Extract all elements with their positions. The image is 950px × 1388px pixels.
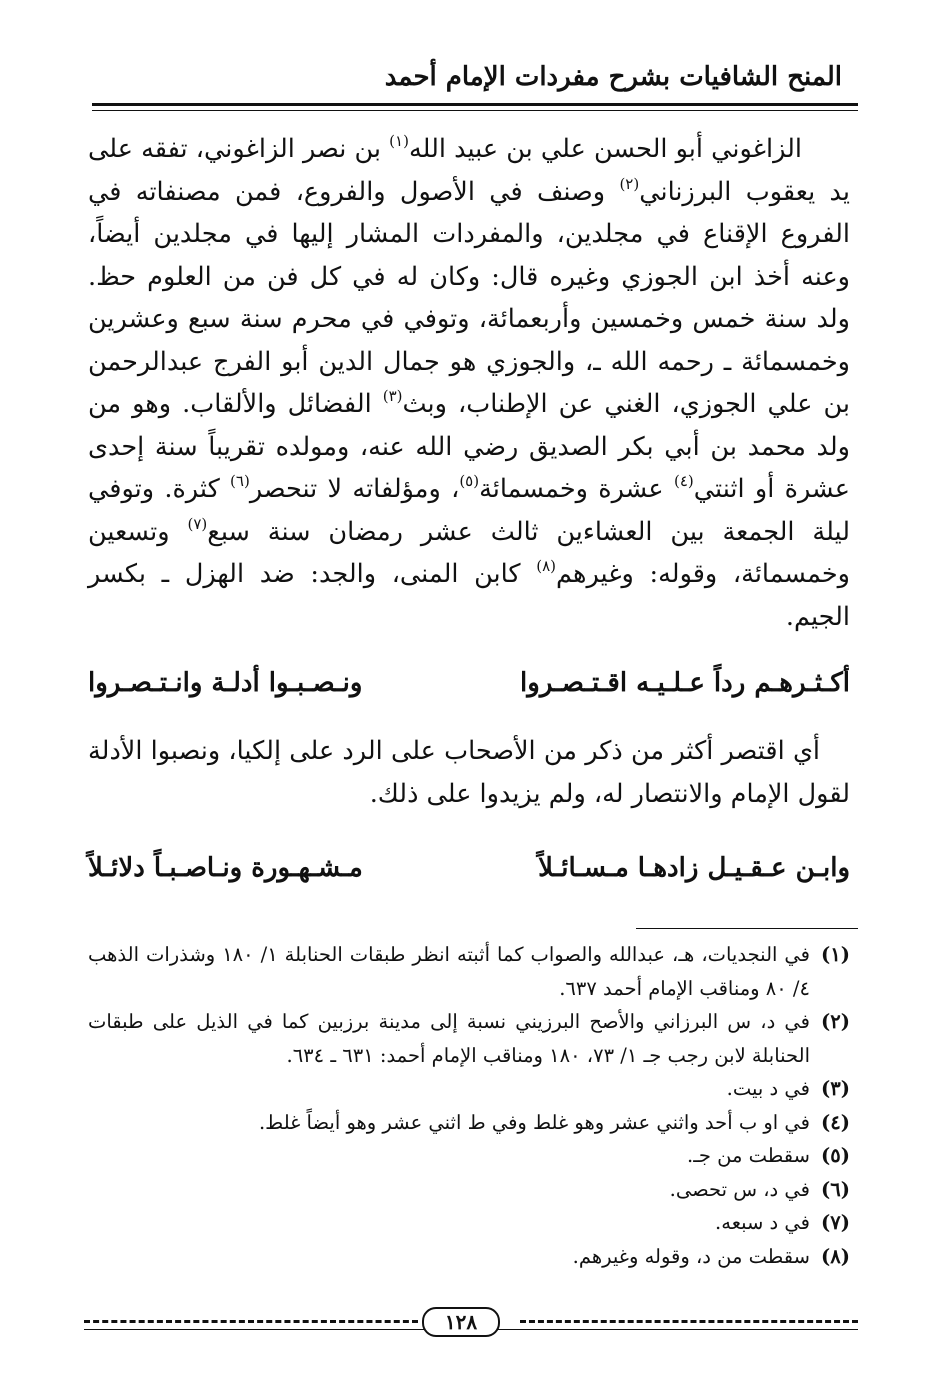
text-run: وصنف في الأصول والفروع، فمن مصنفاته في الفروع الإقناع في مجلدين، والمفردات المشار إليها في مجلدين أيضاً، وعنه أخذ ابن الجوزي وغيره قال: وكان له في كل فن من العلوم حظ. ولد سنة خمس وخمسين وأربعمائة، وتوفي في محرم سنة سبع وعشرين وخمسمائة ـ رحمه الله ـ، والجوزي هو جمال الدين أبو الفرج عبدالرحمن بن علي الجوزي، الغني عن الإطناب، وبث: [88, 176, 851, 419]
main-paragraph: [88, 128, 850, 638]
page-footer: [84, 1307, 858, 1337]
text-run: وتسعين وخمسمائة، وقوله: وغيرهم: [88, 516, 851, 589]
text-run: الزاغوني أبو الحسن علي بن عبيد الله: [408, 134, 802, 164]
poem-verse-2: [88, 853, 850, 883]
footnote: [88, 1240, 850, 1274]
footnote-number: (١): [821, 943, 850, 966]
verse-1-first-hemistich: أكـثـرهـم رداً عـلـيـه اقـتـصـروا: [520, 668, 850, 698]
footer-dashed-rule-right: [520, 1320, 858, 1323]
poem-verse-1: [88, 668, 850, 698]
footnote-text: في د سبعه.: [715, 1211, 810, 1234]
footnote: [88, 1072, 850, 1106]
footnote: [88, 1206, 850, 1240]
footnote: [88, 938, 850, 1005]
footnote-ref: (٦): [230, 472, 250, 490]
footnote: [88, 1173, 850, 1207]
footnote-number: (٢): [821, 1010, 850, 1033]
footnote-number: (٦): [821, 1177, 850, 1201]
text-run: الفضائل والألقاب. وهو من ولد محمد بن أبي بكر الصديق رضي الله عنه، ومولده تقريباً سنة إحدى عشرة أو اثنتي: [88, 389, 850, 504]
footnote-ref: (٤): [673, 472, 694, 490]
footnote-text: في او ب أحد واثني عشر وهو غلط وفي ط اثني عشر وهو أيضاً غلط.: [258, 1110, 810, 1134]
running-title: المنح الشافيات بشرح مفردات الإمام أحمد: [384, 62, 842, 92]
text-run: كابن المنى، والجد: ضد الهزل ـ بكسر الجيم.: [88, 559, 850, 632]
footnote-text: في د بيت.: [726, 1077, 810, 1100]
footnote-text: سقطت من جـ.: [687, 1144, 810, 1167]
verse-explanation: [88, 730, 850, 815]
explanation-text: أي اقتصر أكثر من ذكر من الأصحاب على الرد على إلكيا، ونصبوا الأدلة لقول الإمام والانتصار له، ولم يزيدوا على ذلك.: [88, 736, 850, 809]
footnote: [88, 1106, 850, 1140]
footnote-text: سقطت من د، وقوله وغيرهم.: [572, 1244, 810, 1268]
page-number: ١٢٨: [422, 1307, 500, 1337]
footnote-text: في د، س البرزاني والأصح البرزيني نسبة إلى مدينة برزبين كما في الذيل على طبقات الحنابلة لابن رجب جـ ١/ ٧٣، ١٨٠ ومناقب الإمام أحمد: ٦٣١ ـ ٦٣٤.: [88, 1010, 810, 1067]
footnote-number: (٣): [821, 1077, 850, 1100]
footnotes: [88, 938, 850, 1273]
footnote-separator: [636, 928, 858, 929]
footnote: [88, 1139, 850, 1173]
footnote-ref: (٢): [619, 174, 640, 193]
text-run: ، ومؤلفاته لا تنحصر: [249, 474, 460, 504]
footnote-text: في النجديات، هـ، عبدالله والصواب كما أثبته انظر طبقات الحنابلة ١/ ١٨٠ وشذرات الذهب ٤/ ٨٠ ومناقب الإمام أحمد ٦٣٧.: [88, 943, 810, 1000]
footnote-number: (٧): [821, 1211, 850, 1234]
text-run: بن نصر الزاغوني، تفقه على يد يعقوب البرزناني: [88, 134, 851, 207]
footnote-number: (٤): [821, 1110, 850, 1134]
verse-2-first-hemistich: وابـن عـقـيـل زادهـا مـسـائـلاً: [538, 853, 850, 883]
footnote-ref: (٨): [536, 557, 557, 575]
header-rule-thick: [92, 103, 858, 106]
footnote-ref: (١): [389, 132, 409, 150]
verse-2-second-hemistich: مـشـهـورة ونـاصـبـاً دلائـلاً: [88, 853, 363, 883]
footnote-ref: (٣): [382, 387, 403, 405]
footnote-number: (٥): [821, 1144, 850, 1167]
header-rule-thin: [92, 110, 858, 111]
text-run: عشرة وخمسمائة: [479, 474, 674, 504]
footnote-text: في د، س تحصى.: [669, 1177, 810, 1201]
verse-1-second-hemistich: ونـصـبـوا أدلـة وانـتـصـروا: [88, 668, 363, 698]
footnote-ref: (٥): [459, 472, 480, 490]
text-run: كثرة. وتوفي ليلة الجمعة بين العشاءين ثالث عشر رمضان سنة سبع: [88, 474, 850, 547]
footnote-number: (٨): [821, 1244, 850, 1268]
footnote: [88, 1005, 850, 1072]
footnote-ref: (٧): [187, 514, 208, 533]
footer-dashed-rule-left: [84, 1320, 418, 1323]
